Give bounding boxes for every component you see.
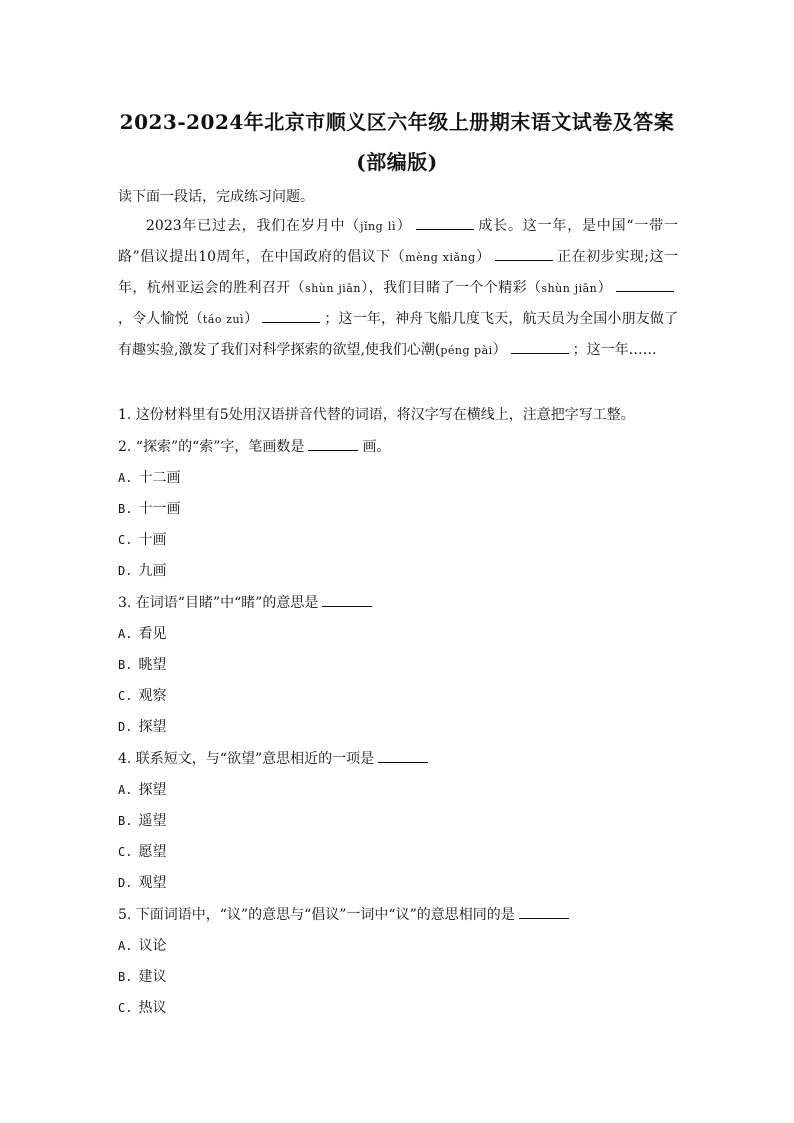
question-1: 1. 这份材料里有5处用汉语拼音代替的词语，将汉字写在横线上，注意把字写工整。: [118, 407, 635, 423]
option-text: 看见: [138, 626, 167, 642]
option-letter: D.: [118, 876, 133, 890]
option-letter: B.: [118, 502, 133, 516]
option-text: 十画: [138, 532, 167, 548]
pinyin-prompt: shùn jiān: [541, 282, 598, 295]
option-3c[interactable]: [118, 685, 166, 705]
passage-text: ，令人愉悦（: [118, 311, 203, 327]
option-letter: C.: [118, 1001, 133, 1015]
question-text: 4. 联系短文，与“欲望”意思相近的一项是: [118, 751, 375, 767]
option-5a[interactable]: [118, 935, 166, 955]
option-letter: A.: [118, 939, 133, 953]
passage-text: ），我们目睹了一个个精彩（: [360, 280, 542, 296]
passage-text: ）: [475, 249, 491, 265]
option-text: 探望: [138, 719, 167, 735]
question-text: 5. 下面词语中，“议”的意思与“倡议”一词中“议”的意思相同的是: [118, 907, 515, 923]
question-text: 画。: [362, 439, 391, 455]
option-letter: D.: [118, 720, 133, 734]
question-5: [118, 904, 573, 924]
passage-text: ）: [597, 280, 613, 296]
option-4c[interactable]: [118, 841, 166, 861]
answer-blank[interactable]: [616, 277, 674, 292]
answer-blank[interactable]: [262, 308, 320, 323]
question-text: 3. 在词语“目睹”中“睹”的意思是: [118, 595, 319, 611]
option-text: 建议: [138, 969, 167, 985]
option-text: 十一画: [138, 501, 181, 517]
option-text: 热议: [138, 1000, 167, 1016]
option-letter: B.: [118, 814, 133, 828]
question-2: [118, 436, 390, 456]
answer-blank[interactable]: [416, 215, 474, 230]
option-text: 观望: [138, 875, 167, 891]
option-text: 九画: [138, 563, 167, 579]
option-letter: C.: [118, 845, 133, 859]
option-3a[interactable]: [118, 623, 166, 643]
document-subtitle: (部编版): [356, 150, 438, 174]
passage-text: 2023年已过去，我们在岁月中（: [146, 218, 361, 234]
option-text: 眺望: [138, 657, 167, 673]
option-letter: C.: [118, 533, 133, 547]
answer-blank[interactable]: [308, 436, 358, 451]
question-text: 2. “探索”的“索”字，笔画数是: [118, 439, 305, 455]
option-2c[interactable]: [118, 529, 166, 549]
document-title: 2023-2024年北京市顺义区六年级上册期末语文试卷及答案: [119, 110, 675, 134]
pinyin-prompt: táo zuì: [202, 313, 245, 326]
pinyin-prompt: péng pài: [440, 344, 493, 357]
passage-text: ；这一年……: [572, 342, 657, 358]
passage-text: ）: [244, 311, 259, 327]
passage-text: ；这一年，神舟飞船几度飞天，航天员为全国小朋友做了有趣实验,激发了我们对科学探索的欲望,使我们心潮(: [118, 311, 679, 358]
option-4d[interactable]: [118, 872, 166, 892]
option-letter: B.: [118, 658, 133, 672]
option-3b[interactable]: [118, 654, 166, 674]
passage-text: ）: [492, 342, 507, 358]
passage-text: 正在初步实现;这一年，杭州亚运会的胜利召开（: [118, 249, 679, 296]
answer-blank[interactable]: [378, 748, 428, 763]
option-text: 遥望: [138, 813, 167, 829]
option-text: 观察: [138, 688, 167, 704]
pinyin-prompt: jǐng lì: [360, 220, 396, 233]
option-text: 愿望: [138, 844, 167, 860]
option-2b[interactable]: [118, 498, 180, 518]
pinyin-prompt: shùn jiān: [305, 282, 361, 295]
question-3: [118, 592, 376, 612]
answer-blank[interactable]: [322, 592, 372, 607]
option-letter: C.: [118, 689, 133, 703]
pinyin-prompt: mèng xiǎng: [405, 251, 476, 264]
answer-blank[interactable]: [519, 904, 569, 919]
question-4: [118, 748, 432, 768]
option-text: 十二画: [138, 470, 181, 486]
answer-blank[interactable]: [511, 339, 569, 354]
option-5b[interactable]: [118, 966, 166, 986]
reading-passage: [118, 211, 678, 366]
instruction-text: 读下面一段话，完成练习问题。: [118, 189, 314, 205]
option-letter: D.: [118, 564, 133, 578]
option-3d[interactable]: [118, 716, 166, 736]
option-letter: A.: [118, 783, 133, 797]
answer-blank[interactable]: [495, 246, 553, 261]
passage-text: ）: [395, 218, 412, 234]
passage-text: 成长。这一年，是中国“一带一路”倡议提出10周年，在中国政府的倡议下（: [118, 218, 678, 265]
option-5c[interactable]: [118, 997, 166, 1017]
option-text: 议论: [138, 938, 167, 954]
option-2d[interactable]: [118, 560, 166, 580]
option-4b[interactable]: [118, 810, 166, 830]
option-letter: B.: [118, 970, 133, 984]
option-letter: A.: [118, 627, 133, 641]
option-letter: A.: [118, 471, 133, 485]
option-text: 探望: [138, 782, 167, 798]
option-4a[interactable]: [118, 779, 166, 799]
option-2a[interactable]: [118, 467, 180, 487]
